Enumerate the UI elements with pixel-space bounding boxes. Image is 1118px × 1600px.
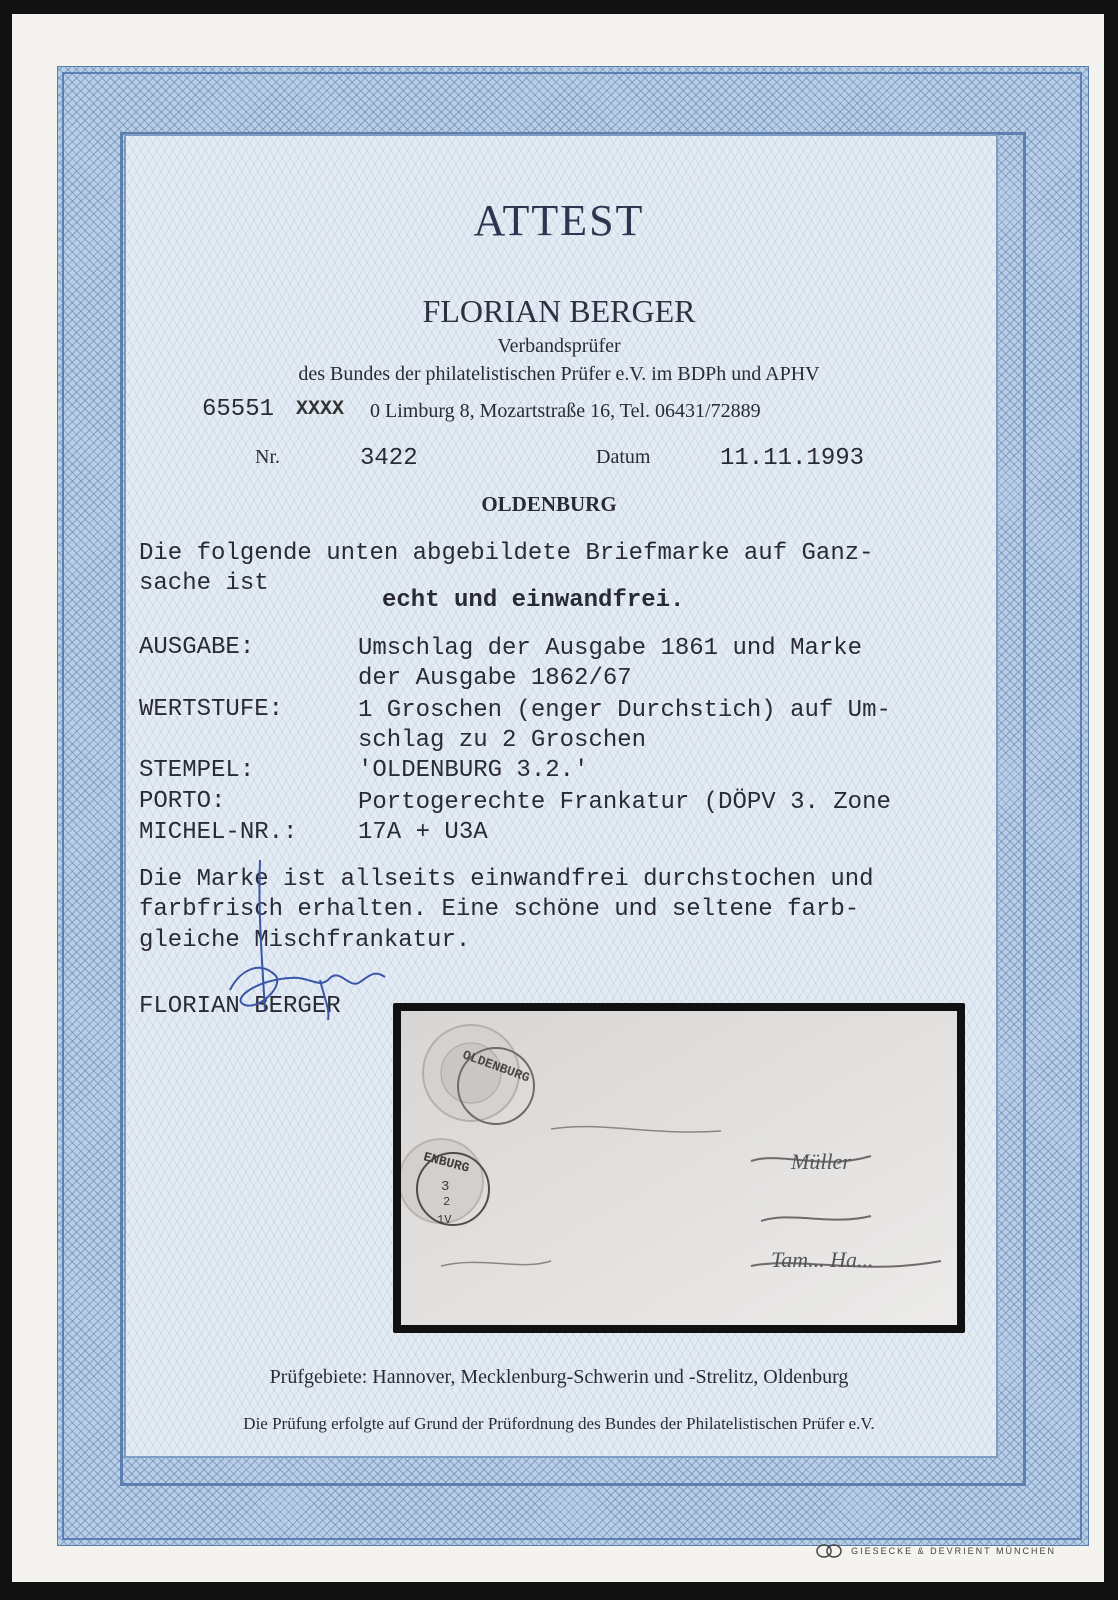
pruefgebiete: Prüfgebiete: Hannover, Mecklenburg-Schwerin und -Strelitz, Oldenburg	[269, 1366, 849, 1388]
pruefung-note: Die Prüfung erfolgte auf Grund der Prüfordnung des Bundes der Philatelistischen Prüfer e.V.	[243, 1414, 875, 1433]
address: 0 Limburg 8, Mozartstraße 16, Tel. 06431/72889	[370, 400, 761, 422]
printer-imprint: GIESECKE & DEVRIENT MÜNCHEN	[851, 1546, 1056, 1556]
remark-line-3: gleiche Mischfrankatur.	[139, 927, 471, 954]
field-label-stempel: STEMPEL:	[139, 757, 255, 784]
field-value-wertstufe-2: schlag zu 2 Groschen	[358, 727, 647, 754]
nr-value: 3422	[360, 445, 418, 472]
address-line-1: Müller	[791, 1149, 851, 1174]
postmark-month: 2	[443, 1195, 451, 1209]
signature-name: FLORIAN BERGER	[139, 993, 341, 1020]
old-postcode-struck: XXXX	[296, 398, 345, 421]
printer-logo-icon	[816, 1544, 842, 1558]
postmark-text: ENBURG	[421, 1149, 471, 1176]
verdict: echt und einwandfrei.	[382, 587, 685, 614]
remark-line-2: farbfrisch erhalten. Eine schöne und seltene farb-	[139, 896, 860, 923]
examiner-name: FLORIAN BERGER	[422, 293, 696, 329]
intro-line-2: sache ist	[139, 570, 269, 597]
field-label-ausgabe: AUSGABE:	[139, 634, 255, 661]
datum-label: Datum	[596, 446, 651, 468]
field-value-ausgabe-1: Umschlag der Ausgabe 1861 und Marke	[358, 635, 863, 662]
postmark-suffix: 1V	[437, 1213, 452, 1227]
address-line-2: Tam... Ha...	[771, 1247, 874, 1272]
field-value-michel: 17A + U3A	[358, 819, 488, 846]
handwritten-signature	[200, 850, 400, 1050]
territory: OLDENBURG	[481, 492, 617, 516]
field-value-wertstufe-1: 1 Groschen (enger Durchstich) auf Um-	[358, 697, 891, 724]
field-label-wertstufe: WERTSTUFE:	[139, 696, 284, 723]
envelope-photo	[393, 1003, 965, 1333]
field-value-porto: Portogerechte Frankatur (DÖPV 3. Zone	[358, 789, 891, 816]
envelope-paper	[401, 1011, 957, 1325]
stamp-postmark-text: OLDENBURG	[460, 1047, 532, 1086]
field-value-stempel: 'OLDENBURG 3.2.'	[358, 757, 589, 784]
postcode: 65551	[202, 396, 275, 423]
intro-line-1: Die folgende unten abgebildete Briefmarke auf Ganz-	[139, 540, 874, 567]
field-value-ausgabe-2: der Ausgabe 1862/67	[358, 665, 632, 692]
nr-label: Nr.	[255, 446, 280, 468]
postmark-day: 3	[441, 1179, 450, 1195]
examiner-role: Verbandsprüfer	[497, 335, 621, 357]
remark-line-1: Die Marke ist allseits einwandfrei durchstochen und	[139, 866, 874, 893]
page-title: ATTEST	[473, 196, 645, 245]
datum-value: 11.11.1993	[720, 445, 865, 472]
field-label-porto: PORTO:	[139, 788, 226, 815]
examiner-association: des Bundes der philatelistischen Prüfer e.V. im BDPh und APHV	[298, 363, 820, 385]
field-label-michel: MICHEL-NR.:	[139, 819, 298, 846]
